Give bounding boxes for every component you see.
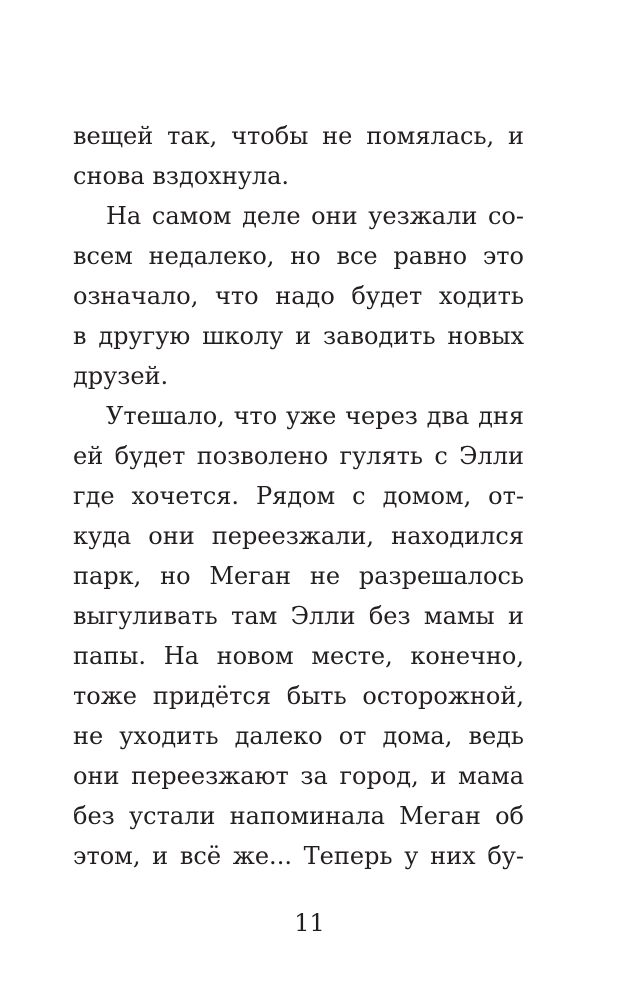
- text-line: они переезжают за город, и мама: [73, 762, 524, 790]
- text-line: означало, что надо будет ходить: [73, 282, 524, 310]
- text-line: На самом деле они уезжали со-: [106, 202, 524, 230]
- text-line: без устали напоминала Меган об: [73, 802, 524, 830]
- text-line: папы. На новом месте, конечно,: [73, 642, 524, 670]
- text-line: выгуливать там Элли без мамы и: [73, 602, 524, 630]
- text-line: друзей.: [73, 362, 169, 390]
- text-line: куда они переезжали, находился: [73, 522, 524, 550]
- text-line: тоже придётся быть осторожной,: [73, 682, 524, 710]
- text-line: этом, и всё же... Теперь у них бу-: [73, 842, 524, 870]
- page-number: 11: [294, 909, 325, 937]
- text-line: вещей так, чтобы не помялась, и: [73, 122, 524, 150]
- text-line: Утешало, что уже через два дня: [106, 402, 524, 430]
- text-line: ей будет позволено гулять с Элли: [73, 442, 524, 470]
- text-line: всем недалеко, но все равно это: [73, 242, 524, 270]
- text-line: парк, но Меган не разрешалось: [73, 562, 524, 590]
- text-line: не уходить далеко от дома, ведь: [73, 722, 524, 750]
- text-line: снова вздохнула.: [73, 162, 289, 190]
- body-text: [73, 116, 524, 876]
- text-line: где хочется. Рядом с домом, от-: [73, 482, 524, 510]
- text-line: в другую школу и заводить новых: [73, 322, 524, 350]
